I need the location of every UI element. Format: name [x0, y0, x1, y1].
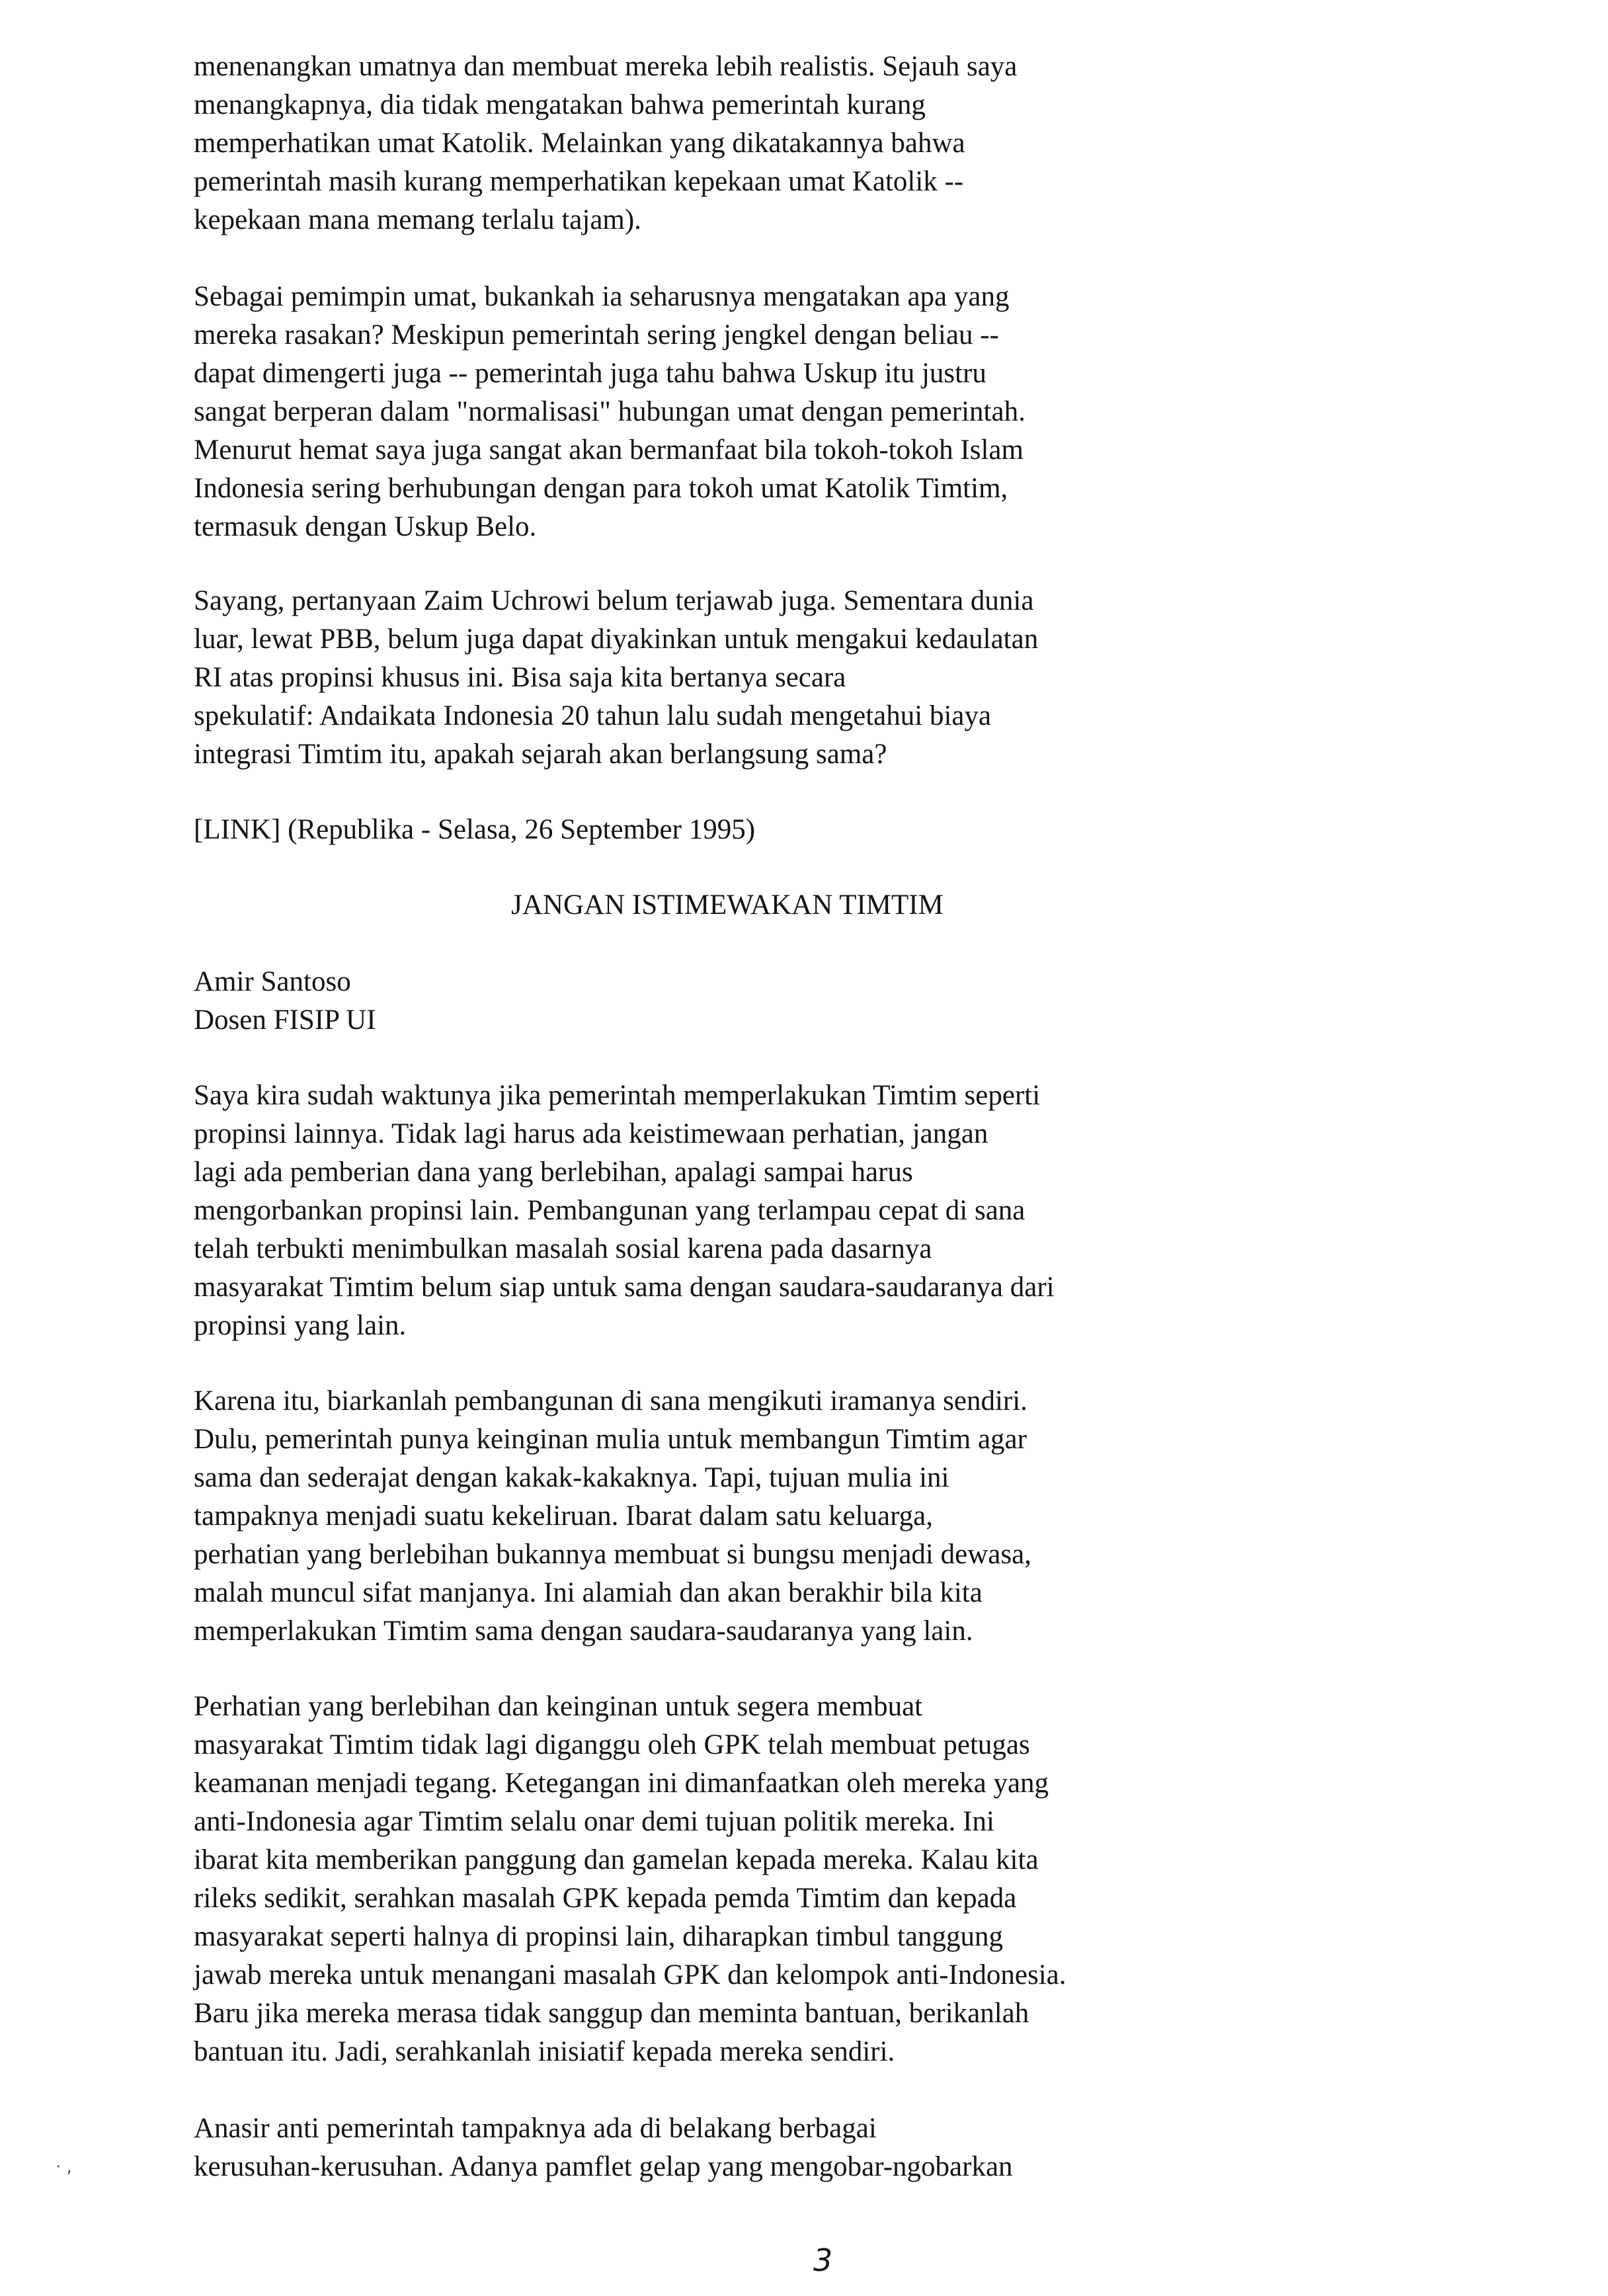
article-title: JANGAN ISTIMEWAKAN TIMTIM	[511, 889, 944, 921]
paragraph-1: Saya kira sudah waktunya jika pemerintah memperlakukan Timtim seperti propinsi lainnya. Tidak lagi harus ada keistimewaan perhatian, jangan lagi ada pemberian dana yang berlebihan, apalagi sampai harus mengorbankan propinsi lain. Pembangunan yang terlampau cepat di sana telah terbukti menimbulkan masalah sosial karena pada dasarnya masyarakat Timtim belum siap untuk sama dengan saudara-saudaranya dari propinsi yang lain.	[194, 1080, 1055, 1341]
stray-mark: · ,	[56, 2157, 72, 2177]
paragraph-prev-1: menenangkan umatnya dan membuat mereka lebih realistis. Sejauh saya menangkapnya, dia tidak mengatakan bahwa pemerintah kurang memperhatikan umat Katolik. Melainkan yang dikatakannya bahwa pemerintah masih kurang memperhatikan kepekaan umat Katolik -- kepekaan mana memang terlalu tajam).	[194, 51, 1018, 235]
paragraph-prev-3: Sayang, pertanyaan Zaim Uchrowi belum terjawab juga. Sementara dunia luar, lewat PBB, belum juga dapat diyakinkan untuk mengakui kedaulatan RI atas propinsi khusus ini. Bisa saja kita bertanya secara spekulatif: Andaikata Indonesia 20 tahun lalu sudah mengetahui biaya integrasi Timtim itu, apakah sejarah akan berlangsung sama?	[194, 585, 1039, 770]
paragraph-3: Perhatian yang berlebihan dan keinginan untuk segera membuat masyarakat Timtim tidak lagi diganggu oleh GPK telah membuat petugas keamanan menjadi tegang. Ketegangan ini dimanfaatkan oleh mereka yang anti-Indonesia agar Timtim selalu onar demi tujuan politik mereka. Ini ibarat kita memberikan panggung dan gamelan kepada mereka. Kalau kita rileks sedikit, serahkan masalah GPK kepada pemda Timtim dan kepada masyarakat seperti halnya di propinsi lain, diharapkan timbul tanggung jawab mereka untuk menangani masalah GPK dan kelompok anti-Indonesia. Baru jika mereka merasa tidak sanggup dan meminta bantuan, berikanlah bantuan itu. Jadi, serahkanlah inisiatif kepada mereka sendiri.	[194, 1691, 1066, 2067]
paragraph-2: Karena itu, biarkanlah pembangunan di sana mengikuti iramanya sendiri. Dulu, pemerintah punya keinginan mulia untuk membangun Timtim agar sama dan sederajat dengan kakak-kakaknya. Tapi, tujuan mulia ini tampaknya menjadi suatu kekeliruan. Ibarat dalam satu keluarga, perhatian yang berlebihan bukannya membuat si bungsu menjadi dewasa, malah muncul sifat manjanya. Ini alamiah dan akan berakhir bila kita memperlakukan Timtim sama dengan saudara-saudaranya yang lain.	[194, 1385, 1031, 1647]
page-number: 3	[813, 2242, 833, 2278]
paragraph-prev-2: Sebagai pemimpin umat, bukankah ia seharusnya mengatakan apa yang mereka rasakan? Meskipun pemerintah sering jengkel dengan beliau -- dapat dimengerti juga -- pemerintah juga tahu bahwa Uskup itu justru sangat berperan dalam "normalisasi" hubungan umat dengan pemerintah. Menurut hemat saya juga sangat akan bermanfaat bila tokoh-tokoh Islam Indonesia sering berhubungan dengan para tokoh umat Katolik Timtim, termasuk dengan Uskup Belo.	[194, 281, 1025, 542]
byline: Amir Santoso Dosen FISIP UI	[194, 966, 376, 1036]
paragraph-4: Anasir anti pemerintah tampaknya ada di belakang berbagai kerusuhan-kerusuhan. Adanya pamflet gelap yang mengobar-ngobarkan	[194, 2113, 1013, 2182]
source-line: [LINK] (Republika - Selasa, 26 September 1995)	[194, 814, 756, 845]
